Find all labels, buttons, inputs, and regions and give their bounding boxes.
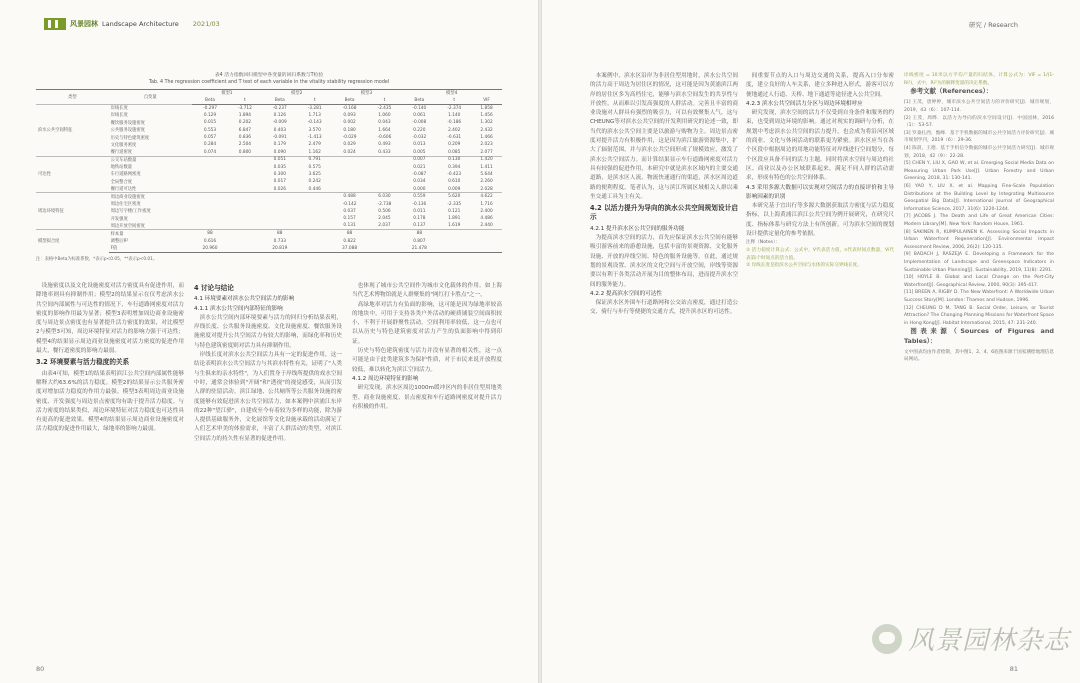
paragraph: 保证滨水区外围车行道路网和公交站点密度，通过打造公交、骑行与步行等便捷的交通方式，提升滨水区的可达性。 [590, 300, 738, 316]
paragraph: 滨水公共空间内部环境要素与活力的回归分析结果表明，岸线长度、公共服务设施密度、文化设施密度、餐饮服务设施密度对提升公共空间活力有较大的影响，而绿化率和历史与特色建筑密度则对活力具有抑制作用。 [194, 314, 342, 349]
paragraph: 为提高滨水空间的活力，首先应保证滨水公共空间有能够吸引游客前来的游憩设施，包括丰富的景观资源、文化服务设施、开放的岸线空间、特色的服务设施等。在此，通过规划的景观设置、滨水区的文化空间与开放空间，岸线等资源要以有利于各类活动开展为目的整体布局，进而提升滨水空间的服务能力。 [590, 235, 738, 288]
table-cell [228, 171, 262, 178]
table-cell [192, 223, 228, 230]
table-cell: 0.015 [203, 120, 217, 126]
table-cell: 1.466 [480, 135, 493, 141]
table-cell [368, 230, 402, 237]
table-cell [368, 186, 402, 193]
table-cell: -0.606 [377, 135, 392, 141]
table-cell: -0.143 [307, 120, 322, 126]
col-subheader: t [228, 97, 262, 104]
table-cell: 5.620 [437, 193, 471, 200]
table-cell: 0.220 [413, 127, 426, 133]
paragraph: 高绿地率对活力有负面的影响，这可能是因为绿地率较高的地块中，可用于支持各类户外活动的硬质铺装空间面积较小，不利于开展群聚性活动。空间利用率较低，这一点也可以从历史与特色建筑密度对活力产生的负面影响中得到印证。 [352, 301, 502, 345]
subsection-heading: 4.2.1 提升滨水区公共空间的服务功能 [590, 225, 685, 232]
table-cell [228, 193, 262, 200]
note-item: 注释（Notes）： [746, 240, 780, 246]
table-cell [471, 245, 502, 252]
table-cell: 0.011 [413, 208, 426, 214]
paragraph: 本研究基于宜出行等多源大数据获取活力密度与活力稳度指标，以上海黄浦江滨江公共空间为例开展研究，在研究尺度、指标体系与研究方法上有所创新，可为滨水空间的规划设计提供定量化的参考依据。 [746, 203, 894, 238]
subsection-heading: 4.2.2 提高滨水空间的可达性 [590, 290, 662, 297]
section-heading: 4 讨论与结论 [194, 284, 234, 292]
table-cell: 0.433 [378, 149, 391, 155]
section-heading: 3.2 环境要素与活力稳度的关系 [36, 358, 130, 367]
table-cell [228, 156, 262, 163]
reference-item: [8] SAKINEN R, KUMPULAINEN K. Assessing Social Impacts in Urban Waterfront Regeneration[J]. Environmental Impact Assessment Review, 2006, 26(2): 120-135. [904, 229, 1054, 250]
table-cell [228, 178, 262, 185]
table-cell [192, 171, 228, 178]
variable-label: 餐饮服务设施密度 [110, 120, 145, 126]
table-cell [368, 178, 402, 185]
table-cell [332, 178, 368, 185]
watermark-text: 风景园林杂志 [907, 626, 1070, 656]
table-cell [298, 208, 332, 215]
variable-label: 开发强度 [110, 216, 128, 222]
table-cell: 0.800 [238, 149, 252, 155]
table-caption-en: Tab. 4 The regression coefficient and T test of each variable in the vitality stability regression model [148, 80, 390, 85]
page-number-left: 80 [36, 665, 45, 673]
table-cell: -0.008 [412, 120, 427, 126]
col-header-category: 类型 [36, 90, 109, 105]
note-item: ② 岸线长度是指滨水公共空间与水体的实际交界线长度。 [746, 263, 862, 269]
table-cell: 2.432 [480, 127, 493, 133]
table-cell: 0.178 [413, 216, 426, 222]
table-cell: -0.032 [412, 135, 427, 141]
variable-label: 餐行道密度 [110, 150, 133, 156]
table-row [36, 156, 502, 163]
table-cell [298, 237, 332, 244]
table-cell [332, 171, 368, 178]
table-cell: 2.504 [238, 142, 252, 148]
table-cell: 0.000 [413, 186, 426, 192]
table-cell: 0.043 [378, 120, 391, 126]
col-subheader: Beta [262, 97, 298, 104]
table-cell: 0.493 [378, 142, 391, 148]
table-cell: 2.045 [378, 216, 391, 222]
table-cell: 88 [401, 230, 437, 237]
table-cell [368, 156, 402, 163]
references-heading: 图表来源（Sources of Figures and Tables）： [904, 327, 1054, 345]
reference-item: [4] 陈晨，王德．基于手机信令数据的城市公共空间活力研究[J]．城市规划，2018，42（9）：22-28. [904, 146, 1054, 159]
page-number-right: 81 [1009, 665, 1018, 673]
table-cell: 6.030 [368, 193, 402, 200]
reference-item: [5] CHEN Y, LIU X, GAO W, et al. Emerging Social Media Data on Measuring Urban Park Use[J]. Urban Forestry and Urban Greening, 2018, 31: 130-141. [904, 161, 1054, 182]
table-cell: 0.791 [298, 156, 332, 163]
col-header-model: 模型4 [401, 90, 502, 97]
table-cell: -0.136 [412, 201, 427, 207]
table-cell: -0.631 [447, 135, 462, 141]
wechat-icon [872, 624, 902, 654]
left-page [0, 0, 538, 683]
table-cell: 6.847 [238, 127, 252, 133]
table-note: 注：表格中Beta为标准系数，*表示p<0.05，**表示p<0.01。 [36, 256, 158, 262]
table-cell [262, 193, 298, 200]
table-cell: -1.413 [307, 135, 322, 141]
table-cell: 0.002 [343, 120, 356, 126]
table-cell: 0.506 [378, 208, 391, 214]
paragraph: 间重要节点的入口与周边交通的关系，提高入口分布密度，建立良好的人车关系，建立多种进入形式，游客可以方便地通过人行道、天桥、地下通道等途径进入公共空间。 [746, 73, 894, 98]
table-cell [368, 163, 402, 170]
table-cell [192, 156, 228, 163]
table-cell: -0.186 [447, 120, 462, 126]
table-cell: -0.168 [332, 104, 368, 111]
table-cell: 1.713 [308, 112, 321, 118]
variable-label: 周边写字楼/工作密度 [110, 209, 151, 215]
table-cell [262, 215, 298, 222]
table-cell: -0.087 [412, 171, 427, 177]
group-label: 模型拟合度 [36, 230, 109, 252]
table-cell: 0.051 [262, 156, 298, 163]
journal-name-cn: 风景园林 [70, 20, 98, 28]
text-column-1 [590, 72, 738, 318]
table-cell: 0.121 [448, 208, 461, 214]
table-cell [437, 237, 471, 244]
journal-logo-mark-icon [44, 18, 66, 30]
table-cell: -2.738 [377, 201, 392, 207]
table-caption-cn: 表4 活力指数回归模型中各变量的回归系数与T检验 [214, 73, 324, 78]
variable-label: 地铁站数量 [110, 165, 133, 171]
paragraph: 由表4可知，模型1的结果表明滨江公共空间内部属性能够解释大约63.6%的活力稳度。模型2的结果显示公共服务密度对增加活力稳度的作用力最强。模型3表明周边商业设施密度、开发强度与周边景点密度均有助于提升活力稳度。与活力密度的结果类似，周边环境特征对活力稳度也可达性具有更高的促进效果。模型4的结果显示周边商业设施密度对活力稳度的促进作用最大，绿地率的影响力最弱。 [36, 370, 184, 433]
table-cell: 0.836 [238, 135, 252, 141]
text-column-2 [194, 282, 342, 444]
table-cell: 0.009 [448, 186, 461, 192]
table-cell [228, 200, 262, 207]
table-cell [471, 230, 502, 237]
text-column-3 [352, 282, 502, 412]
table-cell: 0.074 [203, 149, 217, 155]
table-cell [262, 223, 298, 230]
table-cell: 0.559 [401, 193, 437, 200]
col-subheader: VIF [471, 97, 502, 104]
table-cell [228, 208, 262, 215]
table-cell: 37.088 [332, 245, 368, 252]
col-subheader: t [437, 97, 471, 104]
table-cell [192, 208, 228, 215]
table-cell: 0.131 [343, 223, 356, 229]
table-cell: 20.819 [262, 245, 298, 252]
table-cell: 0.005 [413, 149, 426, 155]
table-row [36, 193, 502, 200]
table-cell [332, 186, 368, 193]
table-cell: 1.664 [378, 127, 391, 133]
table-cell: 1.456 [480, 112, 493, 118]
table-cell: 0.242 [308, 179, 321, 185]
table-cell: 1.619 [448, 223, 461, 229]
journal-logo [44, 18, 220, 30]
table-cell [228, 215, 262, 222]
table-cell [192, 186, 228, 193]
table-cell [262, 208, 298, 215]
variable-label: 全局整合度 [110, 179, 133, 185]
subsection-heading: 4.1 环境要素对滨水公共空间活力的影响 [194, 296, 295, 303]
table-cell: -0.091 [272, 135, 287, 141]
journal-name-en: Landscape Architecture [102, 20, 179, 28]
table-cell: 2.023 [480, 142, 493, 148]
table-cell: 0.057 [203, 135, 217, 141]
table-cell: 0.026 [273, 186, 286, 192]
table-cell [368, 245, 402, 252]
table-cell: 0.137 [413, 223, 426, 229]
group-label: 周边环境特征 [36, 193, 109, 230]
variable-label: 调整后R² [110, 239, 129, 244]
table-cell: 5.644 [480, 171, 493, 177]
table-cell: 0.284 [203, 142, 217, 148]
subsection-heading: 4.1.2 周边环境特征的影响 [352, 375, 419, 382]
text-column-3 [904, 72, 1054, 364]
table-cell: -0.009 [272, 120, 287, 126]
paragraph: 研究发现，滨水区周边1000m缓冲区内的非居住型用地类型、商业设施密度、景点密度和车行道路网密度对提升活力有积极的作用。 [352, 385, 502, 410]
table-cell: 3.570 [308, 127, 321, 133]
variable-label: 历史与特色建筑密度 [110, 135, 150, 141]
paragraph: 历史与特色建筑密度与活力并没有显著的相关性，这一点可能是由于此类建筑多为保护性质，对于市民来说开放程度较低，难以转化为滨江空间活力。 [352, 348, 502, 373]
table-cell: -3.712 [228, 104, 262, 111]
subsection-heading: 4.2.3 滨水公共空间活力分区与周边环境相呼应 [746, 100, 863, 107]
subsection-heading: 4.3 采用多源大数据可以实现对空间活力的直接评价和主导影响因素的识别 [746, 184, 894, 200]
text-column-1 [36, 282, 184, 435]
table-cell [228, 237, 262, 244]
col-header-model: 模型3 [332, 90, 402, 97]
table-cell [298, 223, 332, 230]
table-cell: 1.858 [471, 104, 502, 111]
reference-item: [6] YAO Y, LIU X, et al. Mapping Fine-Scale Population Distributions at the Building Level by Integrating Multisource Geospatial Big Data[J]. International Journal of Geographical Information Science, 2017, 31(6): 1220-1244. [904, 184, 1054, 212]
table-cell [298, 215, 332, 222]
table-cell: 0.394 [448, 164, 461, 170]
col-subheader: t [298, 97, 332, 104]
table-cell: 0.300 [273, 171, 286, 177]
table-cell: 2.479 [308, 142, 321, 148]
variable-label: 样本量 [109, 230, 192, 237]
table-cell: 0.180 [343, 127, 356, 133]
table-cell: 4.486 [480, 216, 493, 222]
variable-label: 公交车站数量 [109, 156, 192, 163]
table-cell: 0.202 [238, 120, 252, 126]
table-cell [192, 178, 228, 185]
table-row [36, 230, 502, 237]
table-cell: 3.625 [308, 171, 321, 177]
paragraph: 设施密度以及文化设施密度对活力密度具有促进作用，而降地率则具有抑制作用；模型2的结果显示在仅考虑滨水公共空间内部属性与可达性的情况下，车行道路网密度对活力密度的影响作用最为显著；模型3表明增加周边商业设施密度与周边景点密度也有显著提升活力密度的效果，对比模型2与模型3可知，周边环境特征对活力的影响力强于可达性；模型4的结果显示周边商业设施密度对活力密度的促进作用最大，餐行道密度的影响力最弱。 [36, 283, 184, 355]
table-cell [298, 230, 332, 237]
regression-table [36, 89, 502, 253]
table-cell: 0.553 [203, 127, 217, 133]
reference-item: [12] CHEUNG D M, TANG B. Social Order, Leisure, or Tourist Attraction? The Changing Planning Missions for Waterfront Space in Hong Kong[J]. Habitat International, 2015, 47: 231-240. [904, 305, 1054, 326]
table-cell: 0.822 [343, 238, 356, 244]
table-cell: 1.716 [480, 201, 493, 207]
reference-item: [3] 罗桑扎西，甄峰．基于手机数据的城市公共空间活力评价研究[J]．城市规划学刊，2019（6）：29-36. [904, 130, 1054, 144]
variable-label: 周边住宅区密度 [110, 202, 141, 208]
variable-label: 公共服务设施密度 [110, 128, 145, 134]
table-cell: -2.335 [447, 201, 462, 207]
table-cell [192, 193, 228, 200]
paragraph: 也体现了城市公共空间作为城市文化载体的作用。如上海当代艺术博物馆就是人群聚集的"网红打卡胜点"之一。 [352, 283, 502, 299]
table-cell: -2.374 [437, 104, 471, 111]
table-cell: 0.130 [437, 156, 471, 163]
text-column-2 [746, 72, 894, 270]
table-cell [228, 245, 262, 252]
table-cell: 0.126 [273, 112, 286, 118]
variable-label: 岸线长度 [110, 113, 128, 119]
table-cell [332, 156, 368, 163]
table-cell: 0.061 [413, 112, 426, 118]
reference-item: [11] BREEN A, RIGBY D. The New Waterfront: A Worldwide Urban Success Story[M]. London: Thames and Hudson, 1996. [904, 290, 1054, 303]
table-cell: 1.140 [448, 112, 461, 118]
table-cell: 0.017 [273, 179, 286, 185]
table-cell: 0.575 [308, 164, 321, 170]
col-header-model: 模型2 [262, 90, 332, 97]
table-cell: 4.622 [471, 193, 502, 200]
variable-label: 岸线长度 [109, 104, 192, 111]
table-cell: -0.029 [342, 135, 357, 141]
variable-label: 周边开放空间密度 [110, 223, 145, 229]
table-cell: 0.007 [401, 156, 437, 163]
table-cell: 88 [262, 230, 298, 237]
table-cell [437, 230, 471, 237]
table-cell [228, 223, 262, 230]
reference-item: [1] 王茂，唐婷婷，城市滨水公共空间活力的评价研究[J]．城市规划，2019，43（6）：107-114. [904, 100, 1054, 114]
table-cell: 0.403 [273, 127, 286, 133]
table-cell: 0.209 [448, 142, 461, 148]
section-heading: 4.2 以活力提升为导向的滨水公共空间规划设计启示 [590, 204, 738, 222]
paragraph: 研究发现，滨水空间的活力不仅受到自身条件和服务的约束，也受到周边环境的影响。通过对现实的调研与分析，在规划中考虑滨水公共空间的活力提升，也会成为将沿河区域的商业、文化与休闲活动的联系更为紧密。滨水区应当在各个区段中根据周边的用地功能特征对岸线进行空间划分，每个区段应具备不同的活力主题，同时将滨水空间与周边的社区、商业以及办公区域联系起来，满足不同人群的活动需求，形成有特色的公共空间体系。 [746, 110, 894, 182]
subsection-heading: 4.1.1 滨水公共空间内部特征的影响 [194, 305, 283, 312]
reference-item: 文中图表均由作者绘制，其中图1、2、4、6底图来源于国家测绘地理信息局网站。 [904, 349, 1054, 363]
table-cell: 0.085 [448, 149, 461, 155]
table-cell [192, 215, 228, 222]
table-cell: 0.807 [413, 238, 426, 244]
table-cell: -0.237 [262, 104, 298, 111]
paragraph: 岸线长度对滨水公共空间活力具有一定的促进作用，这一结论表明滨水公共空间活力与其滨水特性有关，证明了"人类与生俱来的亲水特性"，为人们置身于岸线所提供的戏水空间中时，通常会体验到"开阔"和"透视"的视觉感受，从而引发人群的驻留活动。滨江绿地、公共厕所等公共服务设施的密度能够有效促进滨水公共空间活力，如本案例中滨浦江东岸的22种"望江驿"，自建成至今有着较为多样的功能，除为游人提供基础服务外，文化展馆等文化设施承载的活动满足了人们艺术审美的体验需求，丰富了人群活动的类型，对滨江空间活力的持久性有显著的促进作用。 [194, 352, 343, 442]
table-cell: 0.090 [273, 149, 286, 155]
table-cell: 88 [332, 230, 368, 237]
table-cell [228, 163, 262, 170]
table-cell: -0.423 [447, 171, 462, 177]
table-cell: -3.281 [298, 104, 332, 111]
table-cell [192, 200, 228, 207]
table-cell: 2.028 [480, 186, 493, 192]
table-cell [332, 163, 368, 170]
table-cell: -2.435 [368, 104, 402, 111]
table-cell: 2.037 [378, 223, 391, 229]
paragraph: 本案例中，滨水区沿岸为非居住型用地时，滨水公共空间的活力高于周边为居住区的情况，这可能是因为黄浦滨江两岸的居住区多为高档住宅，能够与滨水空间发生的共享性与开放性，从而难以引发高强度的人群活动。完善且丰富的商业设施对人群具有强烈的吸引力，可以有效聚集人气，这与CHEUNG等对滨水公共空间的开发利用研究的论述一致，即当代的滨水公共空间主要是以旅游与购物为主。周边景点密度对提升活力有积极作用，这是因为滨江旅游资源集中，扩大了辐射范围，并与滨水公共空间形成了规模效应，激发了滨水公共空间活力。而计算结果显示车行道路网密度对活力具有较强的促进作用，本研究中就是滨水区域内的主要交通道路，是滨水区人流、物流快速通行的渠道，滨水区周边道路的便利程度，笔者认为，这与滨江所属区域相关人群以乘坐交通工具为主有关。 [590, 73, 738, 200]
table-cell: 1.420 [471, 156, 502, 163]
variable-label: F值 [109, 245, 192, 252]
reference-item: [7] JACOBS J. The Death and Life of Great American Cities: Modern Library[M]. New York: Random House, 1961. [904, 214, 1054, 227]
table-cell: 0.037 [343, 208, 356, 214]
reference-item: [10] HOYLE B. Global and Local Change on the Port-City Waterfront[J]. Geographical Review, 2000, 90(3): 395-417. [904, 275, 1054, 288]
table-cell: 0.157 [343, 216, 356, 222]
table-cell: 1.891 [448, 216, 461, 222]
table-cell: 1.411 [480, 164, 493, 170]
table-cell: -0.140 [401, 104, 437, 111]
variable-label: 餐行道可达性 [110, 187, 137, 193]
table-cell: 0.093 [343, 112, 356, 118]
table-cell: 0.129 [203, 112, 217, 118]
table-cell [228, 186, 262, 193]
variable-label: 周边商业设施密度 [109, 193, 192, 200]
table-cell [437, 245, 471, 252]
table-cell: 0.024 [343, 149, 356, 155]
table-cell: 0.733 [273, 238, 286, 244]
table-cell [262, 200, 298, 207]
regression-table-block [36, 72, 502, 262]
table-cell: 2.077 [480, 149, 493, 155]
table-cell: 1.060 [378, 112, 391, 118]
table-cell: 0.616 [203, 238, 217, 244]
col-subheader: Beta [192, 97, 228, 104]
references-heading: 参考文献（References）： [910, 87, 993, 96]
table-cell: -0.142 [342, 201, 357, 207]
table-cell: 0.029 [343, 142, 356, 148]
table-cell: 1.302 [480, 120, 493, 126]
table-cell: 21.478 [401, 245, 437, 252]
table-cell: 0.488 [332, 193, 368, 200]
table-cell: 2.402 [448, 127, 461, 133]
table-cell [368, 171, 402, 178]
table-cell: 0.446 [308, 186, 321, 192]
variable-label: 文化服务密度 [110, 142, 137, 148]
table-cell: 2.400 [480, 208, 493, 214]
col-header-model: 模型1 [192, 90, 262, 97]
variable-label: 车行道路网密度 [110, 172, 141, 178]
note-item: 岸线密度 = 10米以方平均产量的归结体。计算公式为：VIF = 1/(1-Ri²)，式中，Ri²为的解释变量的决定系数。 [904, 73, 1054, 86]
group-label: 滨水公共空间特征 [36, 104, 109, 156]
table-cell: 88 [192, 230, 228, 237]
table-row [36, 104, 502, 111]
table-cell: 0.610 [448, 179, 461, 185]
section-header: 研究 / Research [968, 21, 1018, 29]
table-cell: 0.179 [273, 142, 286, 148]
table-cell [298, 200, 332, 207]
table-cell: -0.297 [192, 104, 228, 111]
table-cell [298, 193, 332, 200]
note-item: ① 活力稳度计算公式：公式中，V代表活力值，n代表时间点数量，Vi代表第i个时间点的活力值。 [746, 247, 894, 261]
reference-item: [2] 王茂，周晔．以活力为导向的滨水空间设计[J]．中国园林，2016（1）：53-57. [904, 115, 1054, 129]
reference-item: [9] BADACH J, RASZEJA E. Developing a Framework for the Implementation of Landscape and Greenspace Indicators in Sustainable Urban Planning[J]. Sustainability, 2019, 11(8): 2291. [904, 252, 1054, 273]
col-header-variable: 自变量 [109, 90, 192, 105]
table-cell: 1.894 [238, 112, 252, 118]
table-cell: 20.960 [192, 245, 228, 252]
col-subheader: Beta [332, 97, 368, 104]
table-cell [192, 163, 228, 170]
table-cell [228, 230, 262, 237]
table-cell: 0.034 [413, 179, 426, 185]
table-cell: 0.035 [273, 164, 286, 170]
issue-number: 2021/03 [192, 20, 220, 28]
group-label: 可达性 [36, 156, 109, 193]
table-cell: 0.021 [413, 164, 426, 170]
col-subheader: Beta [401, 97, 437, 104]
table-cell [368, 237, 402, 244]
table-cell: 2.260 [480, 179, 493, 185]
table-cell: 0.013 [413, 142, 426, 148]
col-subheader: t [368, 97, 402, 104]
watermark [872, 620, 1070, 657]
table-cell: 2.440 [480, 223, 493, 229]
table-cell [298, 245, 332, 252]
table-cell [471, 237, 502, 244]
right-page [542, 0, 1080, 683]
table-cell: 1.162 [308, 149, 321, 155]
